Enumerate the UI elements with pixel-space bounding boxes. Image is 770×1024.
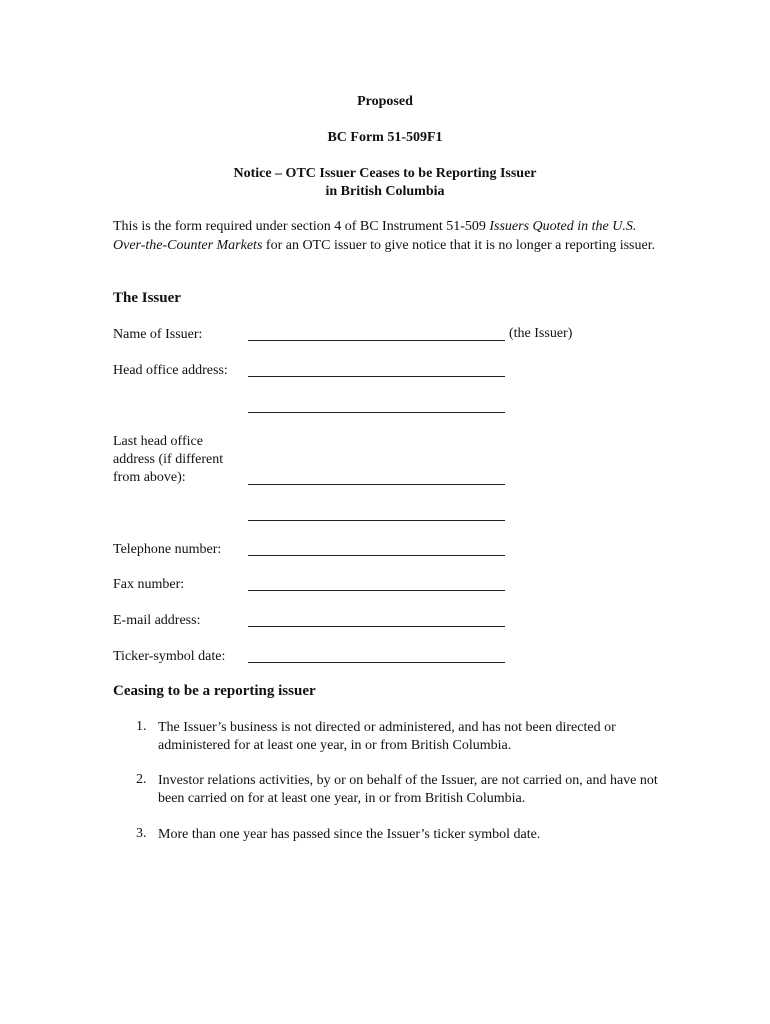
issuer-section-heading: The Issuer (113, 290, 181, 306)
ceasing-section-heading: Ceasing to be a reporting issuer (113, 683, 316, 699)
intro-text-before: This is the form required under section 4 of BC Instrument 51-509 (113, 219, 490, 234)
ticker-symbol-date-field[interactable] (248, 662, 505, 663)
list-item-number: 3. (136, 826, 147, 841)
email-address-label: E-mail address: (113, 613, 201, 628)
email-address-field[interactable] (248, 626, 505, 627)
name-of-issuer-label: Name of Issuer: (113, 327, 203, 342)
list-item-number: 1. (136, 719, 147, 734)
intro-text-after: for an OTC issuer to give notice that it is no longer a reporting issuer. (262, 237, 656, 253)
last-head-office-field-1[interactable] (248, 484, 505, 485)
fax-number-label: Fax number: (113, 577, 185, 592)
the-issuer-suffix: (the Issuer) (509, 326, 573, 341)
form-title-line-2: in British Columbia (325, 184, 445, 199)
list-item-number: 2. (136, 772, 147, 787)
fax-number-field[interactable] (248, 590, 505, 591)
last-head-office-label-line-2: address (if different (113, 452, 224, 467)
form-number: BC Form 51-509F1 (327, 130, 443, 145)
list-item-text: Investor relations activities, by or on behalf of the Issuer, are not carried on, and have not been carried on for at least one year, in or from British Columbia. (158, 773, 658, 806)
ticker-symbol-date-label: Ticker-symbol date: (113, 649, 226, 664)
list-item-text: More than one year has passed since the Issuer’s ticker symbol date. (158, 827, 541, 842)
last-head-office-label-line-1: Last head office (113, 434, 203, 449)
head-office-address-field-2[interactable] (248, 412, 505, 413)
telephone-number-label: Telephone number: (113, 542, 222, 557)
name-of-issuer-field[interactable] (248, 340, 505, 341)
list-item-text: The Issuer’s business is not directed or administered, and has not been directed or administered for at least one year, in or from British Columbia. (158, 720, 616, 753)
head-office-address-field-1[interactable] (248, 376, 505, 377)
form-title-line-1: Notice – OTC Issuer Ceases to be Reporting Issuer (233, 166, 537, 181)
telephone-number-field[interactable] (248, 555, 505, 556)
status-label: Proposed (357, 94, 413, 109)
last-head-office-field-2[interactable] (248, 520, 505, 521)
instrument-title: Issuers Quoted in the U.S. Over-the-Counter Markets (113, 219, 637, 253)
head-office-address-label: Head office address: (113, 363, 228, 378)
intro-paragraph (113, 218, 658, 255)
last-head-office-label-line-3: from above): (113, 470, 186, 485)
